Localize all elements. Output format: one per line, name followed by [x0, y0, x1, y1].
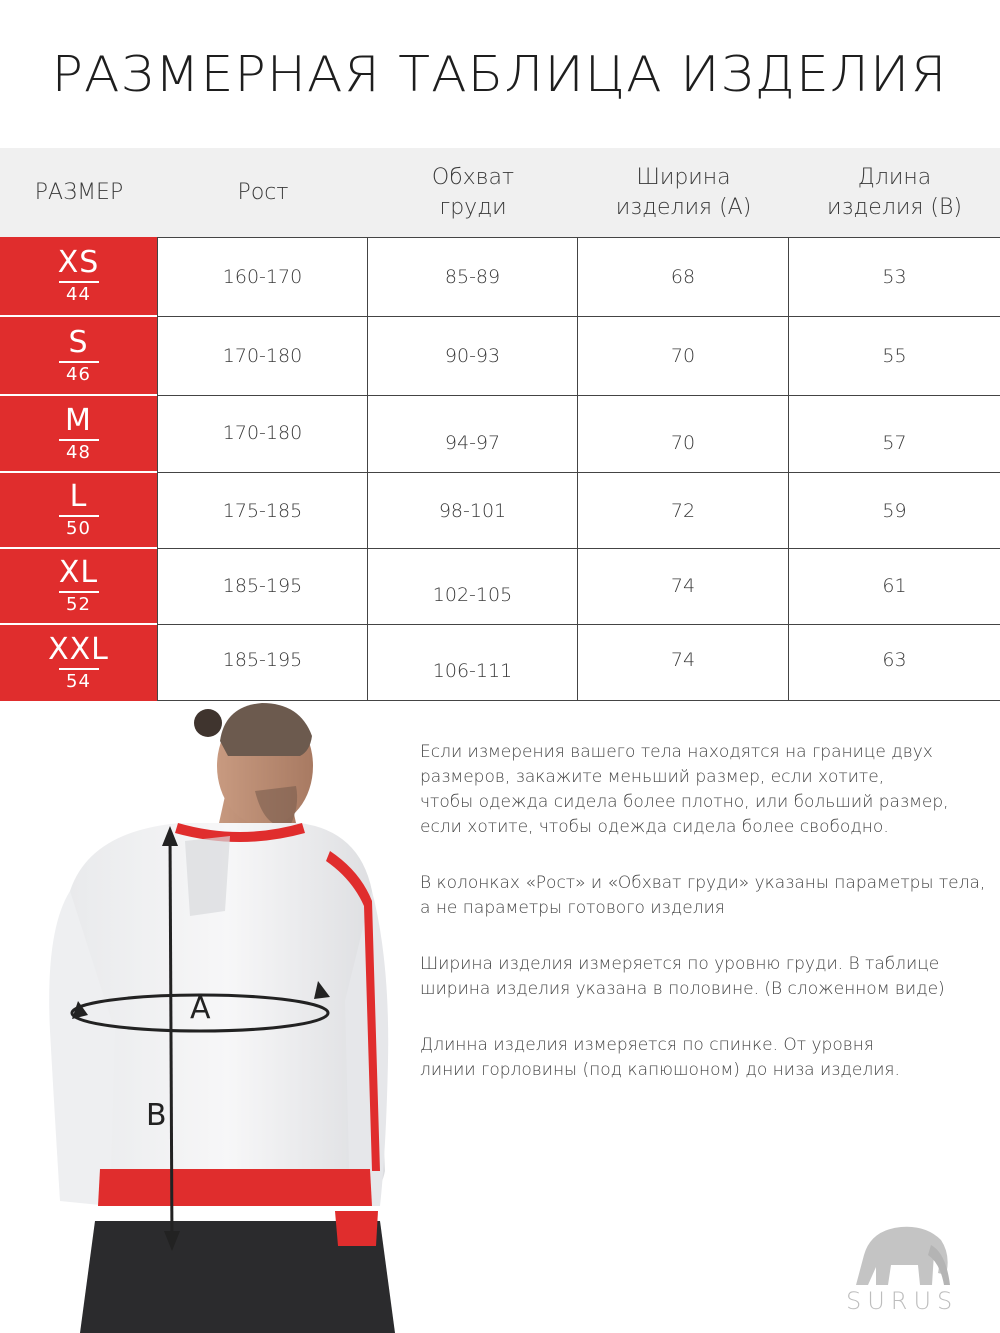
- note-line: Ширина изделия измеряется по уровню груди. В таблице: [420, 954, 940, 974]
- size-cell: [0, 625, 157, 701]
- note-3: [420, 952, 990, 1002]
- length-cell: 61: [789, 549, 1000, 625]
- hair: [220, 703, 312, 756]
- height-cell: 175-185: [157, 473, 368, 549]
- height-cell: 170-180: [157, 396, 368, 473]
- length-cell: 59: [789, 473, 1000, 549]
- note-line: Если измерения вашего тела находятся на границе двух: [420, 742, 933, 762]
- header-width-line2: изделия (А): [615, 194, 752, 220]
- height-cell: 160-170: [157, 237, 368, 317]
- model-photo: [0, 701, 410, 1333]
- size-divider: [59, 361, 99, 363]
- size-letter: M: [65, 402, 92, 438]
- size-cell: [0, 317, 157, 396]
- size-number: 44: [66, 284, 91, 305]
- note-line: чтобы одежда сидела более плотно, или больший размер,: [420, 792, 949, 812]
- header-height: [158, 148, 368, 237]
- width-cell: 74: [578, 549, 789, 625]
- shirt-texture: [185, 836, 230, 916]
- table-row: [0, 237, 1000, 317]
- brand-logo: [846, 1215, 959, 1315]
- width-cell: 70: [578, 317, 789, 396]
- note-line: Длинна изделия измеряется по спинке. От уровня: [420, 1035, 874, 1055]
- header-chest-line1: Обхват: [431, 164, 515, 190]
- size-divider: [59, 668, 99, 670]
- label-a: A: [190, 991, 211, 1026]
- size-divider: [59, 515, 99, 517]
- width-cell: 68: [578, 237, 789, 317]
- header-length-line1: Длина: [857, 164, 932, 190]
- chest-cell: 85-89: [368, 237, 578, 317]
- length-cell: 53: [789, 237, 1000, 317]
- size-letter: L: [69, 479, 88, 514]
- elephant-icon: [846, 1215, 956, 1287]
- size-cell: [0, 237, 157, 317]
- size-letter: XL: [58, 555, 99, 590]
- note-1: [420, 740, 990, 840]
- title-bar: [0, 0, 1000, 148]
- chest-cell: 90-93: [368, 317, 578, 396]
- size-number: 54: [66, 671, 91, 692]
- shirt-body: [70, 823, 385, 1201]
- header-chest-line2: груди: [439, 194, 507, 220]
- page-title: РАЗМЕРНАЯ ТАБЛИЦА ИЗДЕЛИЯ: [52, 45, 948, 103]
- note-line: ширина изделия указана в половине. (В сложенном виде): [420, 979, 945, 999]
- size-divider: [59, 281, 99, 283]
- header-width-line1: Ширина: [636, 164, 731, 190]
- table-row: [0, 549, 1000, 625]
- note-line: В колонках «Рост» и «Обхват груди» указаны параметры тела,: [420, 873, 986, 893]
- size-table: [0, 237, 1000, 701]
- size-cell: [0, 549, 157, 625]
- chest-cell: 94-97: [368, 396, 578, 473]
- chest-cell: 106-111: [368, 625, 578, 701]
- note-line: если хотите, чтобы одежда сидела более свободно.: [420, 817, 889, 837]
- length-arrow: [170, 831, 172, 1246]
- header-width: [578, 148, 789, 237]
- header-chest: [368, 148, 578, 237]
- size-divider: [59, 591, 99, 593]
- note-line: размеров, закажите меньший размер, если хотите,: [420, 767, 885, 787]
- size-number: 48: [66, 441, 91, 463]
- width-cell: 70: [578, 396, 789, 473]
- table-row: [0, 473, 1000, 549]
- size-divider: [59, 439, 99, 441]
- size-cell: [0, 473, 157, 549]
- size-number: 52: [66, 594, 91, 615]
- hem: [98, 1169, 372, 1206]
- size-letter: S: [68, 324, 89, 360]
- header-size: [0, 148, 158, 237]
- model-illustration: [0, 701, 410, 1333]
- height-cell: 185-195: [157, 549, 368, 625]
- size-cell: [0, 396, 157, 473]
- height-cell: 185-195: [157, 625, 368, 701]
- note-line: линии горловины (под капюшоном) до низа изделия.: [420, 1060, 900, 1080]
- hair-bun: [194, 709, 222, 737]
- header-size-label: РАЗМЕР: [34, 179, 124, 205]
- cuff: [335, 1211, 378, 1246]
- size-number: 46: [66, 363, 91, 385]
- notes: [420, 740, 990, 1114]
- table-row: [0, 625, 1000, 701]
- label-b: B: [146, 1098, 167, 1133]
- length-cell: 55: [789, 317, 1000, 396]
- chest-cell: 102-105: [368, 549, 578, 625]
- table-header: [0, 148, 1000, 237]
- size-number: 50: [66, 518, 91, 539]
- header-length: [789, 148, 1000, 237]
- note-4: [420, 1033, 990, 1083]
- brand-name: SURUS: [846, 1287, 959, 1315]
- length-cell: 63: [789, 625, 1000, 701]
- size-letter: XS: [57, 245, 100, 280]
- width-cell: 72: [578, 473, 789, 549]
- table-row: [0, 396, 1000, 473]
- header-height-label: Рост: [237, 179, 289, 205]
- header-length-line2: изделия (В): [827, 194, 962, 220]
- chest-cell: 98-101: [368, 473, 578, 549]
- note-2: [420, 871, 990, 921]
- height-cell: 170-180: [157, 317, 368, 396]
- table-row: [0, 317, 1000, 396]
- length-cell: 57: [789, 396, 1000, 473]
- size-letter: XXL: [48, 632, 109, 667]
- note-line: а не параметры готового изделия: [420, 898, 725, 918]
- width-cell: 74: [578, 625, 789, 701]
